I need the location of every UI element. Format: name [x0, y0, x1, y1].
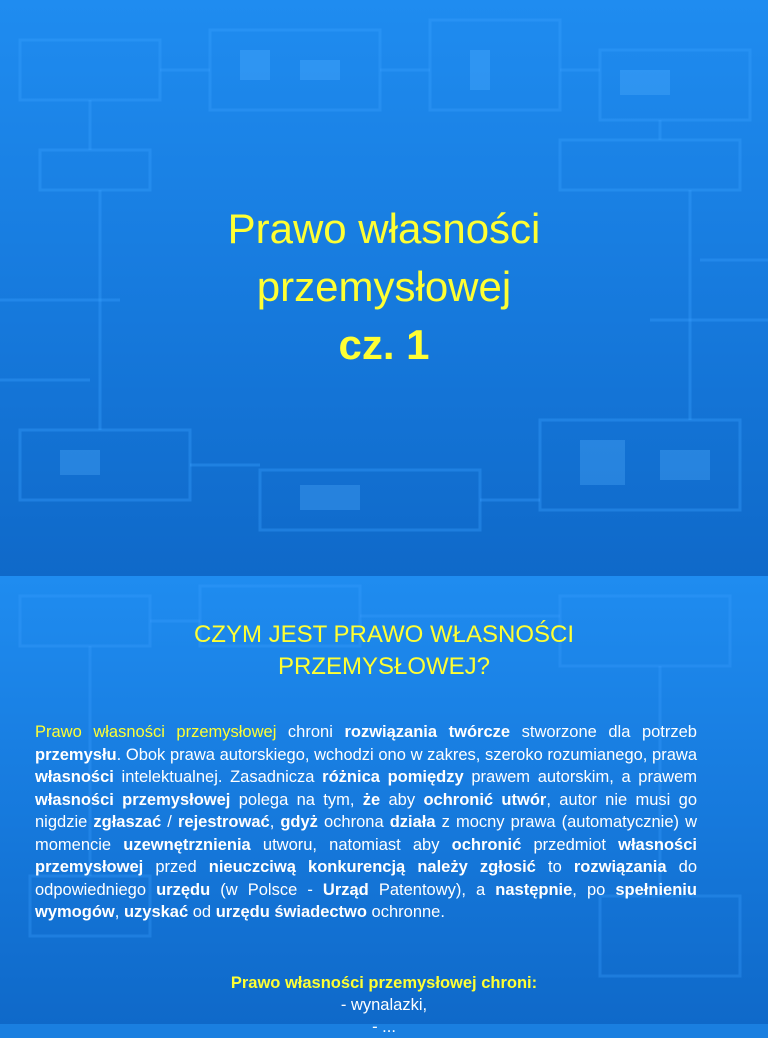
- text-bold: ochronić utwór: [423, 790, 547, 809]
- content-slide: [0, 576, 768, 1036]
- text-bold: przemysłu: [35, 745, 117, 764]
- protected-items-section: [0, 972, 768, 1038]
- text-run: chroni: [276, 723, 345, 741]
- text-run: ochronne.: [366, 903, 445, 921]
- text-bold: różnica pomiędzy: [322, 768, 464, 786]
- text-run: (w Polsce -: [210, 880, 323, 899]
- text-highlight: Prawo własności przemysłowej: [35, 723, 277, 741]
- text-run: przed: [143, 858, 209, 876]
- slide-heading: [0, 619, 768, 683]
- text-bold: gdyż: [280, 813, 318, 831]
- text-bold: następnie: [495, 880, 573, 899]
- list-item: - ...: [372, 1018, 396, 1036]
- text-run: . Obok prawa autorskiego, wchodzi ono w zakres, szeroko rozumianego, prawa: [116, 745, 697, 764]
- text-bold: własności przemysłowej: [35, 835, 697, 876]
- heading-line-1: CZYM JEST PRAWO WŁASNOŚCI: [193, 621, 575, 648]
- text-run: do odpowiedniego: [35, 858, 697, 899]
- slide-title: [0, 200, 768, 374]
- text-run: aby: [380, 790, 424, 809]
- text-run: , po: [572, 880, 616, 899]
- text-run: intelektualnej. Zasadnicza: [113, 768, 323, 786]
- text-run: utworu, natomiast aby: [250, 835, 452, 854]
- text-bold: ochronić: [451, 835, 522, 854]
- text-bold: własności przemysłowej: [35, 790, 231, 809]
- text-bold: zgłaszać: [93, 813, 162, 831]
- text-run: stworzone dla potrzeb: [510, 723, 697, 741]
- text-bold: uzewnętrznienia: [123, 835, 251, 854]
- text-bold: spełnieniu wymogów: [35, 880, 697, 921]
- definition-paragraph: [35, 721, 697, 924]
- text-run: , autor nie musi go nigdzie: [35, 790, 698, 831]
- text-run: Patentowy), a: [368, 880, 496, 899]
- text-run: to: [535, 858, 574, 876]
- text-bold: uzyskać: [123, 903, 189, 921]
- text-run: prawem autorskim, a prawem: [463, 768, 697, 786]
- text-run: z mocny prawa (automatycznie) w momencie: [35, 813, 697, 854]
- list-item: - wynalazki,: [340, 996, 428, 1014]
- text-run: /: [161, 813, 178, 831]
- text-bold: rozwiązania: [573, 858, 667, 876]
- title-line-2: przemysłowej: [256, 263, 512, 310]
- text-bold: Urząd: [322, 880, 369, 899]
- protected-items-heading: Prawo własności przemysłowej chroni:: [230, 974, 538, 992]
- text-run: ,: [114, 903, 124, 921]
- text-bold: własności: [35, 768, 114, 786]
- text-run: przedmiot: [521, 835, 619, 854]
- text-run: polega na tym,: [230, 790, 363, 809]
- text-bold: że: [362, 790, 381, 809]
- title-line-1: Prawo własności: [227, 205, 541, 252]
- text-bold: rejestrować: [177, 813, 270, 831]
- text-bold: rozwiązania twórcze: [344, 723, 511, 741]
- text-run: ochrona: [317, 813, 390, 831]
- title-line-3: cz. 1: [338, 321, 430, 368]
- text-bold: nieuczciwą konkurencją należy zgłosić: [208, 858, 536, 876]
- text-run: od: [188, 903, 216, 921]
- text-bold: urzędu świadectwo: [215, 903, 367, 921]
- text-run: ,: [269, 813, 281, 831]
- text-bold: działa: [389, 813, 436, 831]
- text-bold: urzędu: [156, 880, 211, 899]
- heading-line-2: PRZEMYSŁOWEJ?: [277, 653, 491, 680]
